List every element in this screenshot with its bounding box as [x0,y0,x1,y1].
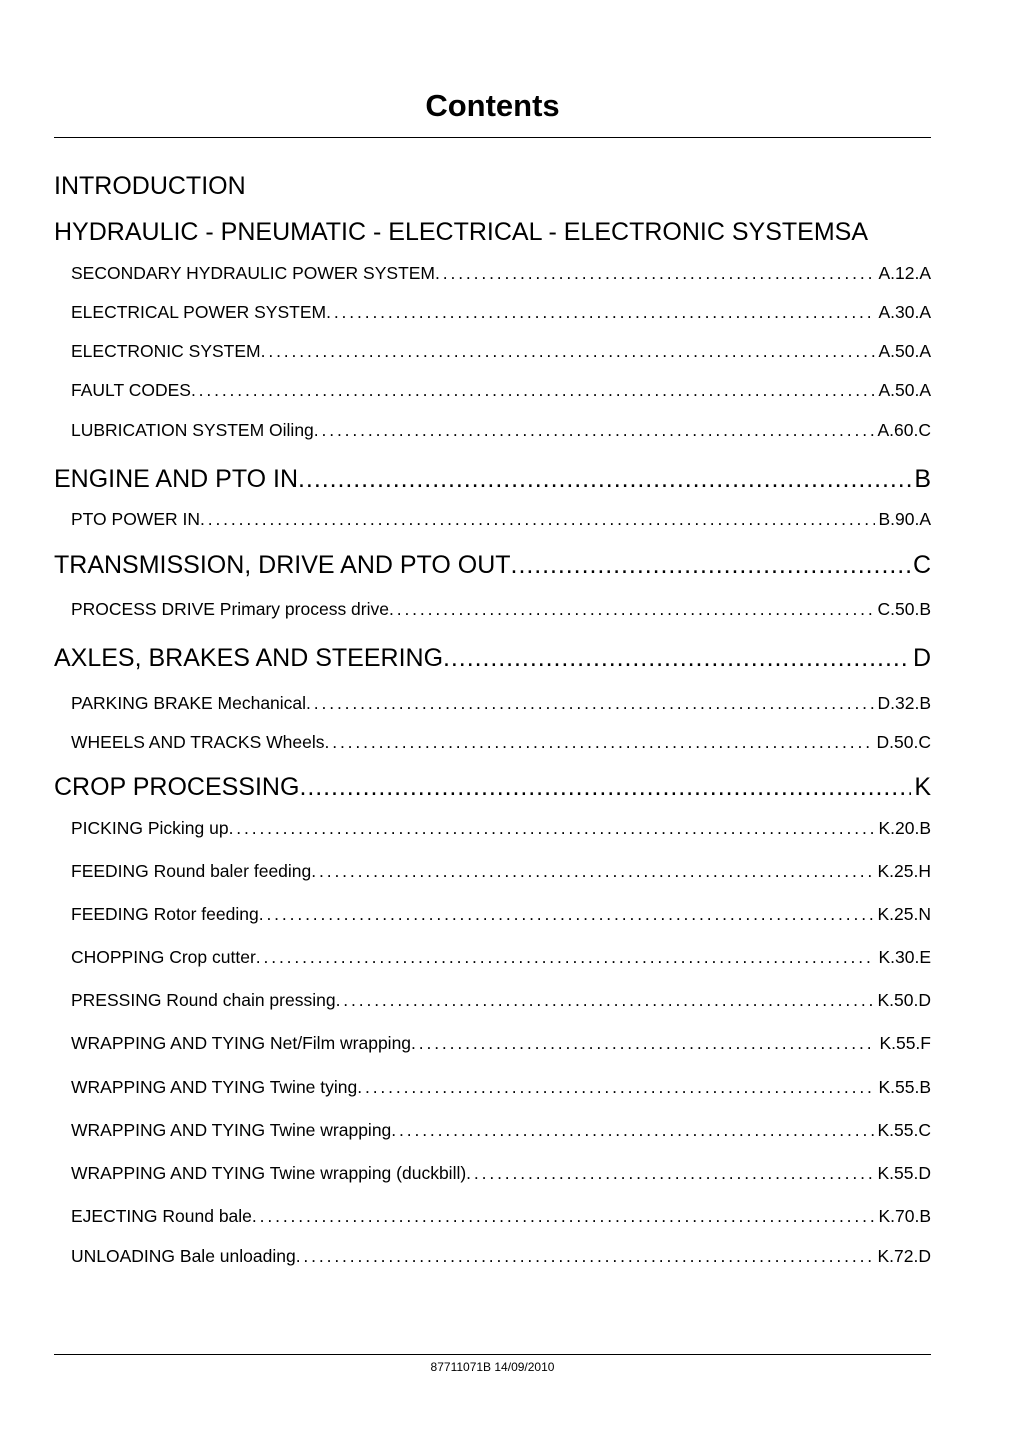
title-divider [54,137,931,138]
toc-item-label: PTO POWER IN [71,509,200,529]
footer-divider [54,1354,931,1355]
toc-section[interactable] [54,216,931,248]
toc-item-label: UNLOADING Bale unloading [71,1246,296,1266]
toc-item[interactable] [71,261,931,285]
toc-section-label: TRANSMISSION, DRIVE AND PTO OUT [54,551,511,579]
toc-item[interactable] [71,1244,931,1268]
toc-item-label: WHEELS AND TRACKS Wheels [71,732,325,752]
toc-item-ref: K.55.C [877,1120,931,1140]
toc-item[interactable] [71,339,931,363]
toc-item-label: LUBRICATION SYSTEM Oiling [71,420,314,440]
toc-item-ref: K.72.D [877,1246,931,1266]
toc-item-ref: A.12.A [878,263,931,283]
toc-leader-dots [357,1075,875,1099]
toc-item[interactable] [71,1161,931,1185]
toc-section-ref: C [912,551,931,579]
toc-section-label: CROP PROCESSING [54,773,300,801]
toc-item[interactable] [71,418,931,442]
toc-section-ref: B [914,465,931,493]
toc-leader-dots [314,418,875,442]
toc-item-ref: K.30.E [878,947,931,967]
toc-item-label: ELECTRONIC SYSTEM [71,341,261,361]
toc-item-label: WRAPPING AND TYING Twine wrapping (duckbill) [71,1163,467,1183]
toc-leader-dots [200,507,875,531]
toc-item-ref: K.55.B [878,1077,931,1097]
toc-item-label: WRAPPING AND TYING Net/Film wrapping [71,1033,412,1053]
toc-leader-dots [311,859,874,883]
toc-item-ref: K.20.B [878,818,931,838]
toc-item-label: PROCESS DRIVE Primary process drive [71,599,389,619]
toc-leader-dots [443,642,910,674]
toc-leader-dots [256,945,876,969]
toc-item-ref: K.70.B [878,1206,931,1226]
toc-item[interactable] [71,378,931,402]
toc-item-label: PARKING BRAKE Mechanical [71,693,307,713]
toc-item[interactable] [71,597,931,621]
toc-item-ref: K.50.D [877,990,931,1010]
toc-item-label: FEEDING Rotor feeding [71,904,259,924]
toc-leader-dots [298,463,911,495]
toc-item-ref: A.50.A [878,380,931,400]
toc-item-ref: K.55.F [879,1033,931,1053]
toc-section-ref: K [914,773,931,801]
toc-section-ref: A [851,218,869,246]
toc-item[interactable] [71,300,931,324]
toc-item-ref: D.32.B [877,693,931,713]
toc-leader-dots [326,300,875,324]
toc-item[interactable] [71,1075,931,1099]
toc-item-ref: K.25.H [877,861,931,881]
toc-leader-dots [389,597,875,621]
toc-item-label: WRAPPING AND TYING Twine wrapping [71,1120,392,1140]
toc-item-label: PRESSING Round chain pressing [71,990,336,1010]
toc-section[interactable] [54,642,931,674]
toc-item-ref: D.50.C [876,732,931,752]
toc-item-label: PICKING Picking up [71,818,229,838]
footer-doc-id: 87711071B 14/09/2010 [430,1360,555,1374]
toc-item-label: CHOPPING Crop cutter [71,947,256,967]
toc-section-label: AXLES, BRAKES AND STEERING [54,644,444,672]
toc-item-label: FAULT CODES [71,380,191,400]
toc-item[interactable] [71,988,931,1012]
toc-section-label: ENGINE AND PTO IN [54,465,299,493]
toc-item-label: FEEDING Round baler feeding [71,861,312,881]
toc-item[interactable] [71,507,931,531]
toc-item-label: EJECTING Round bale [71,1206,252,1226]
toc-item[interactable] [71,902,931,926]
toc-item-ref: K.55.D [877,1163,931,1183]
toc-leader-dots [511,549,910,581]
toc-item[interactable] [71,1118,931,1142]
toc-leader-dots [411,1031,876,1055]
toc-item-ref: A.50.A [878,341,931,361]
toc-item-label: ELECTRICAL POWER SYSTEM [71,302,327,322]
toc-item-label: WRAPPING AND TYING Twine tying [71,1077,358,1097]
toc-section[interactable] [54,771,931,803]
toc-item[interactable] [71,1031,931,1055]
toc-item-ref: B.90.A [878,509,931,529]
toc-item[interactable] [71,816,931,840]
toc-item[interactable] [71,945,931,969]
toc-item[interactable] [71,1204,931,1228]
toc-item-ref: C.50.B [877,599,931,619]
toc-item-ref: A.60.C [877,420,931,440]
toc-section-label: HYDRAULIC - PNEUMATIC - ELECTRICAL - ELECTRONIC SYSTEMS [54,218,852,246]
toc-leader-dots [299,771,911,803]
toc-leader-dots [252,1204,876,1228]
toc-item[interactable] [71,691,931,715]
toc-leader-dots [261,339,876,363]
toc-leader-dots [296,1244,875,1268]
toc-leader-dots [325,730,874,754]
toc-item[interactable] [71,859,931,883]
toc-leader-dots [336,988,875,1012]
toc-leader-dots [391,1118,874,1142]
toc-item[interactable] [71,730,931,754]
toc-leader-dots [229,816,876,840]
toc-leader-dots [191,378,876,402]
toc-leader-dots [435,261,875,285]
toc-item-ref: A.30.A [878,302,931,322]
page-title: Contents [425,88,560,123]
toc-section-label: INTRODUCTION [54,172,246,200]
toc-leader-dots [259,902,875,926]
toc-section[interactable] [54,170,931,202]
toc-section[interactable] [54,463,931,495]
toc-section-ref: D [912,644,931,672]
toc-item-label: SECONDARY HYDRAULIC POWER SYSTEM [71,263,436,283]
toc-item-ref: K.25.N [877,904,931,924]
toc-leader-dots [306,691,874,715]
toc-section[interactable] [54,549,931,581]
toc-leader-dots [466,1161,874,1185]
